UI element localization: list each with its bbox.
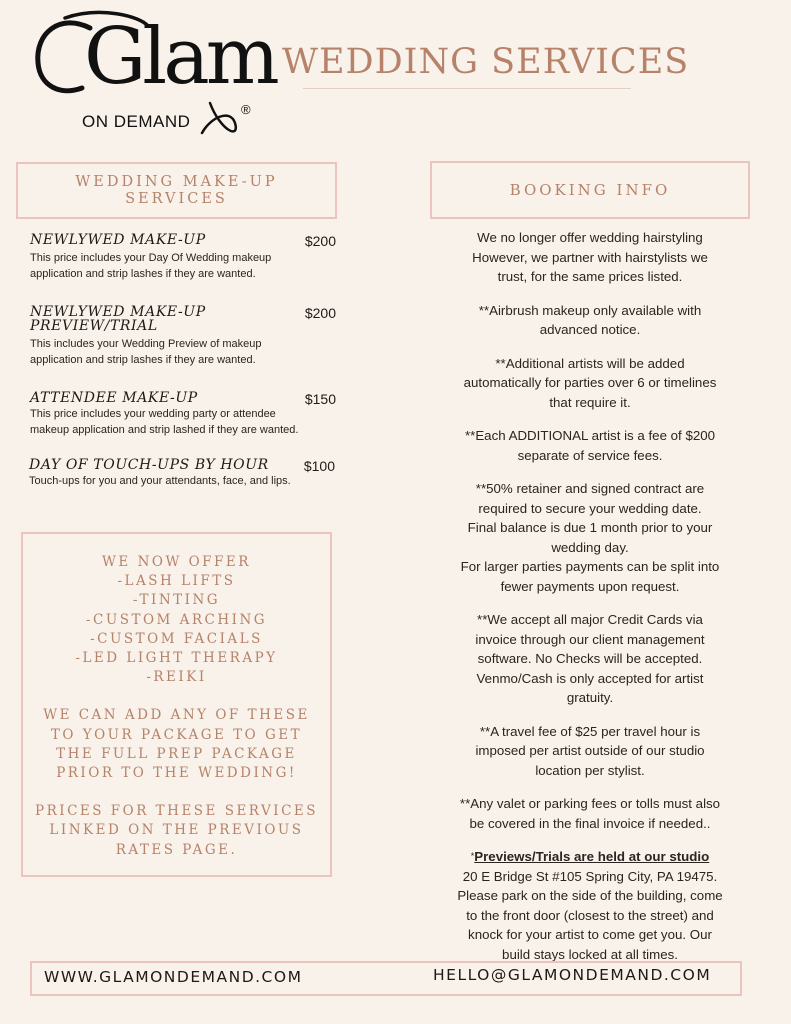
service-name: DAY OF TOUCH-UPS BY HOUR xyxy=(29,457,269,473)
service-description xyxy=(30,250,336,282)
offer-line: -REIKI xyxy=(146,669,207,686)
booking-paragraph: **Additional artists will be added automatically for parties over 6 or timelines that require it. xyxy=(463,355,717,410)
offer-line: RATES PAGE. xyxy=(115,841,238,858)
description-line: application and strip lashes if they are wanted. xyxy=(30,354,256,366)
service-description xyxy=(30,406,336,438)
offer-line: WE CAN ADD ANY OF THESE xyxy=(43,707,310,724)
website-link[interactable]: WWW.GLAMONDEMAND.COM xyxy=(44,968,303,986)
offer-line: WE NOW OFFER xyxy=(102,554,251,570)
offer-line: LINKED ON THE PREVIOUS xyxy=(49,822,304,839)
description-line: application and strip lashes if they are wanted. xyxy=(30,268,256,280)
registered-mark: ® xyxy=(241,102,251,117)
page-title: WEDDING SERVICES xyxy=(282,42,690,82)
offer-line: -CUSTOM FACIALS xyxy=(90,630,263,647)
service-item xyxy=(29,458,335,489)
offer-line: -TINTING xyxy=(132,592,221,609)
header-line: SERVICES xyxy=(125,190,228,207)
offer-line: THE FULL PREP PACKAGE xyxy=(56,745,297,762)
service-price: $200 xyxy=(304,305,336,321)
email-link[interactable]: HELLO@GLAMONDEMAND.COM xyxy=(433,966,712,984)
description-line: This price includes your wedding party or attendee xyxy=(30,408,276,420)
wedding-makeup-services-header xyxy=(16,162,337,219)
service-item xyxy=(30,233,336,282)
booking-paragraph: **We accept all major Credit Cards via invoice through our client management software. No Checks will be accepted. Venmo/Cash is only accepted for artist gratuity. xyxy=(475,612,705,705)
booking-info-header: BOOKING INFO xyxy=(430,161,750,219)
service-price: $200 xyxy=(304,233,336,249)
header-line: WEDDING MAKE-UP xyxy=(75,173,278,190)
description-line: Touch-ups for you and your attendants, face, and lips. xyxy=(29,475,291,487)
additional-services-box xyxy=(21,532,332,877)
logo-subtitle: ON DEMAND xyxy=(82,112,191,131)
logo xyxy=(30,8,276,140)
offer-line: PRIOR TO THE WEDDING! xyxy=(56,765,297,782)
offer-line: -LASH LIFTS xyxy=(117,573,236,590)
offer-line: -CUSTOM ARCHING xyxy=(85,611,268,628)
booking-paragraph: **Any valet or parking fees or tolls must also be covered in the final invoice if needed.. xyxy=(459,796,721,831)
logo-wordmark: Glam xyxy=(84,12,276,102)
booking-paragraph: We no longer offer wedding hairstyling However, we partner with hairstylists we trust, for the same prices listed. xyxy=(472,230,708,284)
previews-heading: Previews/Trials are held at our studio xyxy=(474,849,710,864)
service-description xyxy=(29,473,335,489)
service-name-line2: PREVIEW/TRIAL xyxy=(30,318,158,334)
studio-location-paragraph: *Previews/Trials are held at our studio 20 E Bridge St #105 Spring City, PA 19475. Please park on the side of the building, come to the front door (closest to the street) and knock for your artist to come get you. Our build stays locked at all times. xyxy=(457,849,723,962)
title-divider xyxy=(303,88,631,89)
booking-paragraph: **A travel fee of $25 per travel hour is imposed per artist outside of our studio location per stylist. xyxy=(475,723,705,778)
offer-line: TO YOUR PACKAGE TO GET xyxy=(50,726,303,743)
booking-info-text xyxy=(440,228,740,978)
offer-line: -LED LIGHT THERAPY xyxy=(75,650,278,667)
service-price: $150 xyxy=(304,391,336,407)
offer-line: PRICES FOR THESE SERVICES xyxy=(34,803,319,820)
description-line: makeup application and strip lashed if they are wanted. xyxy=(30,424,299,436)
service-name: ATTENDEE MAKE-UP xyxy=(30,390,198,406)
service-description xyxy=(30,336,336,368)
description-line: This price includes your Day Of Wedding makeup xyxy=(30,252,272,264)
description-line: This includes your Wedding Preview of makeup xyxy=(30,338,262,350)
service-name: NEWLYWED MAKE-UP xyxy=(30,304,206,320)
booking-paragraph: **50% retainer and signed contract are required to secure your wedding date. Final balance is due 1 month prior to your wedding day. For larger parties payments can be split into fewer payments upon request. xyxy=(460,481,720,594)
booking-paragraph: **Airbrush makeup only available with advanced notice. xyxy=(478,302,702,337)
service-name: NEWLYWED MAKE-UP xyxy=(30,232,206,248)
service-item xyxy=(30,305,336,368)
service-item xyxy=(30,391,336,438)
booking-paragraph: **Each ADDITIONAL artist is a fee of $200 separate of service fees. xyxy=(464,428,716,463)
service-price: $100 xyxy=(303,458,335,474)
